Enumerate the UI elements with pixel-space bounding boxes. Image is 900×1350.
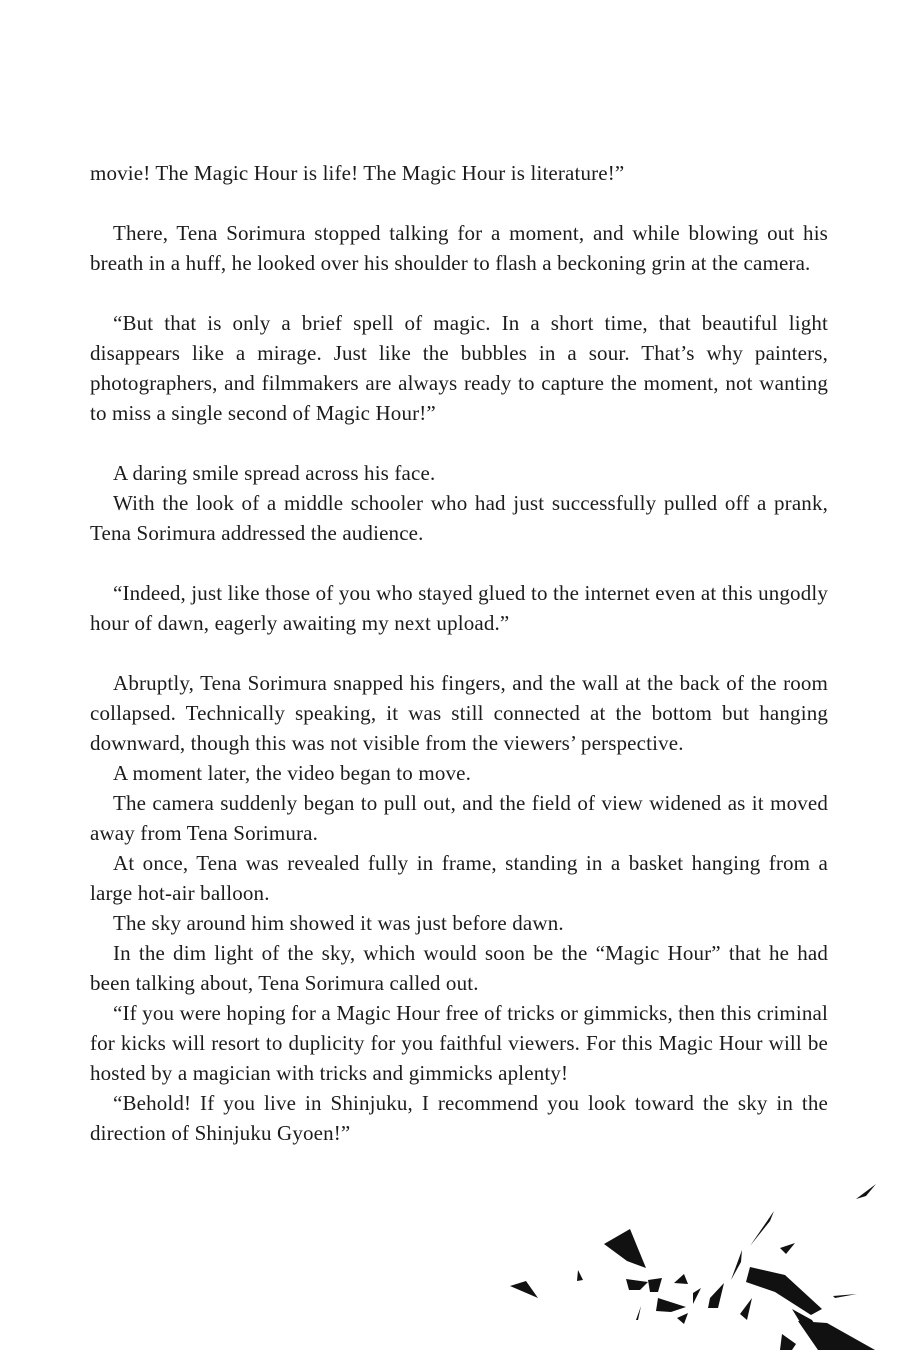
paragraph: A moment later, the video began to move. — [113, 761, 471, 785]
shard — [677, 1313, 688, 1324]
shard — [708, 1283, 724, 1308]
body-text — [90, 158, 828, 1148]
paragraph: The camera suddenly began to pull out, and the field of view widened as it moved away from Tena Sorimura. — [90, 791, 828, 845]
paragraph-dialogue: “Indeed, just like those of you who stayed glued to the internet even at this ungodly hour of dawn, eagerly awaiting my next upload.” — [90, 581, 828, 635]
paragraph-dialogue: “Behold! If you live in Shinjuku, I recommend you look toward the sky in the direction of Shinjuku Gyoen!” — [90, 1091, 828, 1145]
shard — [833, 1294, 857, 1298]
shard — [798, 1321, 875, 1350]
shard — [510, 1281, 538, 1298]
shard — [636, 1306, 641, 1320]
shard — [746, 1267, 822, 1315]
shard — [656, 1298, 686, 1312]
shard — [740, 1298, 752, 1320]
shard — [731, 1250, 742, 1280]
paragraph: At once, Tena was revealed fully in frame, standing in a basket hanging from a large hot-air balloon. — [90, 851, 828, 905]
shard — [750, 1211, 774, 1246]
shard — [693, 1288, 701, 1304]
shard — [780, 1334, 796, 1350]
shard — [604, 1229, 646, 1268]
paragraph-dialogue: “But that is only a brief spell of magic. In a short time, that beautiful light disappears like a mirage. Just like the bubbles in a sour. That’s why painters, photographers, and filmmakers are always ready to capture the moment, not wanting to miss a single second of Magic Hour!” — [90, 311, 828, 425]
paragraph: Abruptly, Tena Sorimura snapped his fingers, and the wall at the back of the room collapsed. Technically speaking, it was still connected at the bottom but hanging downward, though this was not visible from the viewers’ perspective. — [90, 671, 828, 755]
shard — [648, 1278, 662, 1292]
shard — [792, 1309, 822, 1335]
shard — [674, 1274, 688, 1284]
paragraph: The sky around him showed it was just before dawn. — [113, 911, 564, 935]
shard — [780, 1243, 795, 1254]
paragraph: In the dim light of the sky, which would soon be the “Magic Hour” that he had been talking about, Tena Sorimura called out. — [90, 941, 828, 995]
paragraph: There, Tena Sorimura stopped talking for a moment, and while blowing out his breath in a huff, he looked over his shoulder to flash a beckoning grin at the camera. — [90, 221, 828, 275]
shard — [856, 1184, 876, 1199]
shard — [626, 1279, 648, 1290]
paragraph: With the look of a middle schooler who had just successfully pulled off a prank, Tena Sorimura addressed the audience. — [90, 491, 828, 545]
paragraph-dialogue: “If you were hoping for a Magic Hour free of tricks or gimmicks, then this criminal for kicks will resort to duplicity for you faithful viewers. For this Magic Hour will be hosted by a magician with tricks and gimmicks aplenty! — [90, 1001, 828, 1085]
paragraph: A daring smile spread across his face. — [113, 461, 436, 485]
paragraph-continuation: movie! The Magic Hour is life! The Magic Hour is literature!” — [90, 161, 625, 185]
shard — [577, 1270, 583, 1281]
